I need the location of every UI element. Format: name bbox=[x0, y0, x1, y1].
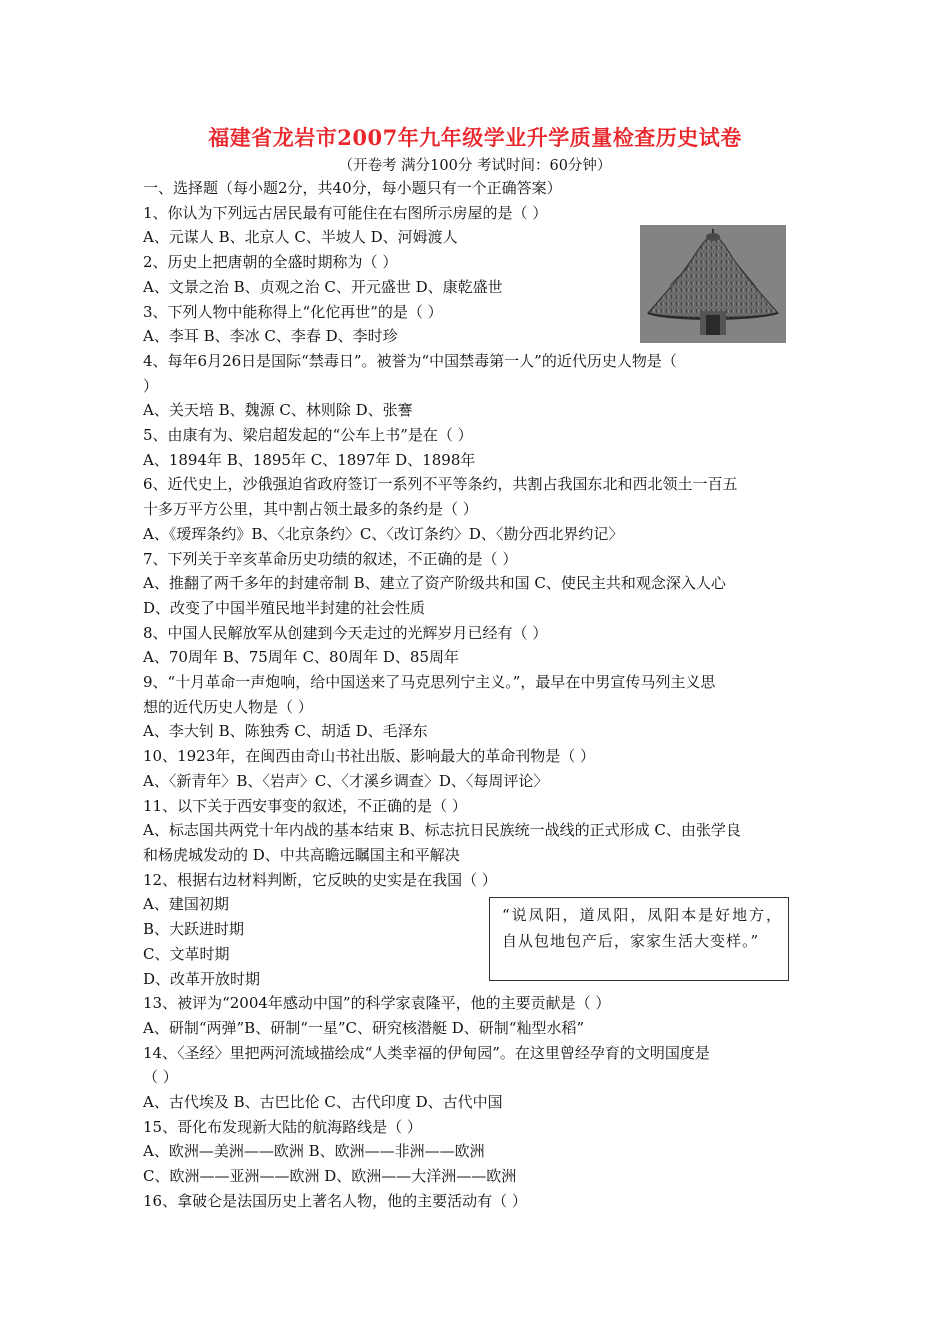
question-9: 9、“十月革命一声炮响，给中国送来了马克思列宁主义。”，最早在中男宣传马列主义思 bbox=[143, 673, 716, 692]
option-12-d: D、改革开放时期 bbox=[143, 969, 261, 988]
question-13: 13、被评为“2004年感动中国”的科学家袁隆平，他的主要贡献是（ ） bbox=[143, 994, 611, 1013]
question-8: 8、中国人民解放军从创建到今天走过的光辉岁月已经有（ ） bbox=[143, 623, 548, 642]
options-10: A、〈新青年〉B、〈岩声〉C、〈才溪乡调查〉D、〈每周评论〉 bbox=[143, 771, 549, 790]
question-1: 1、你认为下列远古居民最有可能住在右图所示房屋的是（ ） bbox=[143, 203, 548, 222]
question-9-cont: 想的近代历史人物是（ ） bbox=[143, 697, 313, 716]
question-10: 10、1923年，在闽西由奇山书社出版、影响最大的革命刊物是（ ） bbox=[143, 747, 596, 766]
exam-info: （开卷考 满分100分 考试时间：60分钟） bbox=[338, 158, 612, 174]
options-7-cont: D、改变了中国半殖民地半封建的社会性质 bbox=[143, 598, 426, 617]
options-13: A、研制“两弹”B、研制“一星”C、研究核潜艇 D、研制“籼型水稻” bbox=[143, 1018, 585, 1037]
option-12-b: B、大跃进时期 bbox=[143, 920, 245, 939]
options-15-cd: C、欧洲——亚洲——欧洲 D、欧洲——大洋洲——欧洲 bbox=[143, 1167, 517, 1186]
question-7: 7、下列关于辛亥革命历史功绩的叙述，不正确的是（ ） bbox=[143, 549, 518, 568]
options-14: A、古代埃及 B、古巴比伦 C、古代印度 D、古代中国 bbox=[143, 1093, 503, 1112]
option-12-a: A、建国初期 bbox=[143, 895, 229, 914]
question-6: 6、近代史上，沙俄强迫省政府签订一系列不平等条约，共割占我国东北和西北领土一百五 bbox=[143, 475, 738, 494]
options-4: A、关天培 B、魏源 C、林则除 D、张謇 bbox=[143, 401, 413, 420]
options-7: A、推翻了两千多年的封建帝制 B、建立了资产阶级共和国 C、使民主共和观念深入人心 bbox=[143, 574, 726, 593]
question-2: 2、历史上把唐朝的全盛时期称为（ ） bbox=[143, 253, 398, 272]
question-15: 15、哥化布发现新大陆的航海路线是（ ） bbox=[143, 1117, 422, 1136]
option-12-c: C、文革时期 bbox=[143, 944, 230, 963]
hut-image bbox=[640, 225, 786, 343]
options-9: A、李大钊 B、陈独秀 C、胡适 D、毛泽东 bbox=[143, 722, 428, 741]
options-15-ab: A、欧洲—美洲——欧洲 B、欧洲——非洲——欧洲 bbox=[143, 1142, 485, 1161]
question-14-cont: （ ） bbox=[143, 1068, 178, 1087]
question-14: 14、〈圣经〉里把两河流域描绘成“人类幸福的伊甸园”。在这里曾经孕育的文明国度是 bbox=[143, 1043, 710, 1062]
question-11: 11、以下关于西安事变的叙述，不正确的是（ ） bbox=[143, 796, 467, 815]
page-title: 福建省龙岩市2007年九年级学业升学质量检查历史试卷 bbox=[208, 125, 742, 150]
options-1: A、元谋人 B、北京人 C、半坡人 D、河姆渡人 bbox=[143, 228, 458, 247]
options-3: A、李耳 B、李冰 C、李春 D、李时珍 bbox=[143, 327, 398, 346]
options-6: A、《瑷珲条约》B、〈北京条约〉C、〈改订条约〉D、〈勘分西北界约记〉 bbox=[143, 524, 624, 543]
question-3: 3、下列人物中能称得上“化佗再世”的是（ ） bbox=[143, 302, 443, 321]
question-4: 4、每年6月26日是国际“禁毒日”。被誉为“中国禁毒第一人”的近代历史人物是（ bbox=[143, 351, 677, 370]
question-16: 16、拿破仑是法国历史上著名人物，他的主要活动有（ ） bbox=[143, 1191, 527, 1210]
question-5: 5、由康有为、梁启超发起的“公车上书”是在（ ） bbox=[143, 426, 473, 445]
options-5: A、1894年 B、1895年 C、1897年 D、1898年 bbox=[143, 450, 476, 469]
source-quote: “说凤阳，道凤阳，凤阳本是好地方，自从包地包产后，家家生活大变样。” bbox=[502, 906, 782, 950]
question-12: 12、根据右边材料判断，它反映的史实是在我国（ ） bbox=[143, 870, 497, 889]
options-2: A、文景之治 B、贞观之治 C、开元盛世 D、康乾盛世 bbox=[143, 277, 503, 296]
section-heading: 一、选择题（每小题2分，共40分，每小题只有一个正确答案） bbox=[143, 179, 562, 197]
question-6-cont: 十多万平方公里，其中割占领土最多的条约是（ ） bbox=[143, 500, 478, 519]
options-11-cont: 和杨虎城发动的 D、中共高瞻远瞩国主和平解决 bbox=[143, 845, 460, 864]
source-quote-box bbox=[489, 897, 789, 981]
question-4-cont: ） bbox=[143, 376, 159, 395]
options-11: A、标志国共两党十年内战的基本结束 B、标志抗日民族统一战线的正式形成 C、由张学良 bbox=[143, 821, 741, 840]
options-8: A、70周年 B、75周年 C、80周年 D、85周年 bbox=[143, 648, 460, 667]
